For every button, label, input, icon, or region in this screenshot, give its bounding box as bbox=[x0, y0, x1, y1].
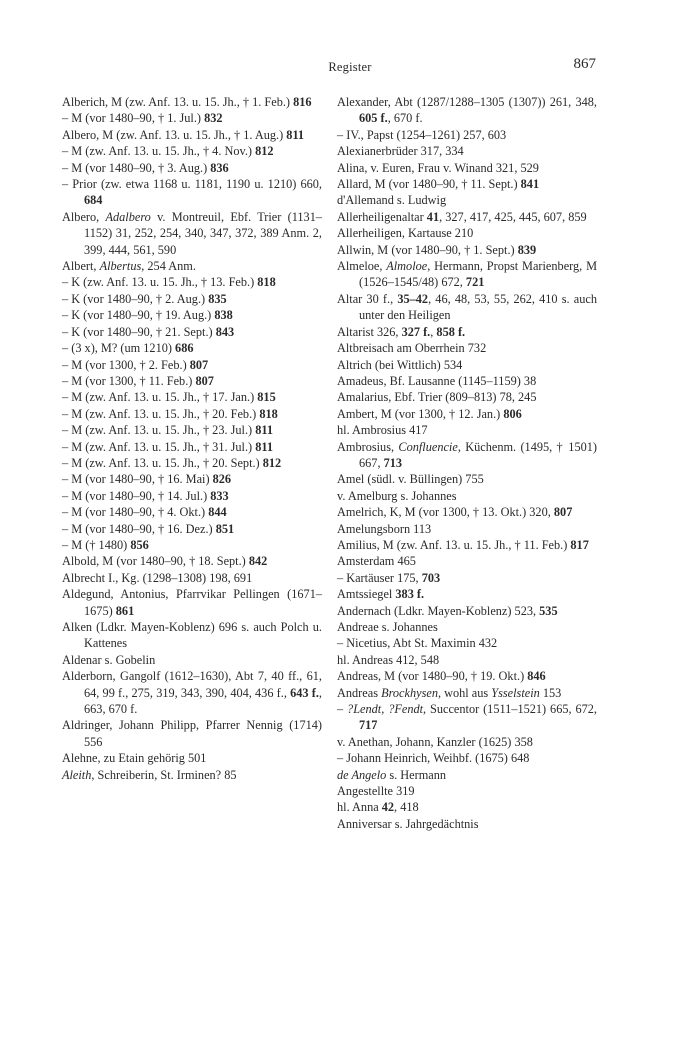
index-entry: – K (zw. Anf. 13. u. 15. Jh., † 13. Feb.) 818 bbox=[62, 275, 276, 290]
index-entry: Alexander, Abt (1287/1288–1305 (1307)) 261, 348, 605 f., 670 f. bbox=[337, 95, 597, 126]
index-entry: – ?Lendt, ?Fendt, Succentor (1511–1521) 665, 672, 717 bbox=[337, 702, 597, 733]
index-entry: Allwin, M (vor 1480–90, † 1. Sept.) 839 bbox=[337, 242, 537, 257]
index-entry: – Kartäuser 175, 703 bbox=[337, 570, 441, 585]
index-entry: Amsterdam 465 bbox=[337, 554, 416, 569]
index-entry: Alina, v. Euren, Frau v. Winand 321, 529 bbox=[337, 160, 539, 175]
index-entry: – IV., Papst (1254–1261) 257, 603 bbox=[337, 127, 507, 142]
index-entry: Angestellte 319 bbox=[337, 784, 415, 799]
index-entry: Amalarius, Ebf. Trier (809–813) 78, 245 bbox=[337, 390, 537, 405]
index-entry: Amelungsborn 113 bbox=[337, 521, 432, 536]
index-entry: Amilius, M (zw. Anf. 13. u. 15. Jh., † 11. Feb.) 817 bbox=[337, 537, 589, 552]
index-entry: Amtssiegel 383 f. bbox=[337, 587, 425, 602]
index-entry: Ambert, M (vor 1300, † 12. Jan.) 806 bbox=[337, 406, 522, 421]
index-entry: Alken (Ldkr. Mayen-Koblenz) 696 s. auch Polch u. Kattenes bbox=[62, 620, 322, 651]
index-entry: Amadeus, Bf. Lausanne (1145–1159) 38 bbox=[337, 373, 537, 388]
page-number: 867 bbox=[573, 56, 596, 72]
index-entry: – (3 x), M? (um 1210) 686 bbox=[62, 341, 194, 356]
index-entry: Alehne, zu Etain gehörig 501 bbox=[62, 751, 207, 766]
index-entry: Alderborn, Gangolf (1612–1630), Abt 7, 40 ff., 61, 64, 99 f., 275, 319, 343, 390, 404, 436 f., 643 f., 663, 670 f. bbox=[62, 669, 322, 717]
index-entry: Alberich, M (zw. Anf. 13. u. 15. Jh., † 1. Feb.) 816 bbox=[62, 95, 312, 109]
index-entry: hl. Andreas 412, 548 bbox=[337, 652, 440, 667]
index-column-right bbox=[337, 94, 597, 832]
index-entry: Aldringer, Johann Philipp, Pfarrer Nennig (1714) 556 bbox=[62, 718, 322, 749]
index-entry: Almeloe, Almoloe, Hermann, Propst Marienberg, M (1526–1545/48) 672, 721 bbox=[337, 259, 597, 290]
index-entry: – M (zw. Anf. 13. u. 15. Jh., † 20. Feb.) 818 bbox=[62, 406, 278, 421]
index-entry: Alexianerbrüder 317, 334 bbox=[337, 144, 464, 159]
index-entry: Andernach (Ldkr. Mayen-Koblenz) 523, 535 bbox=[337, 603, 558, 618]
index-entry: Allerheiligen, Kartause 210 bbox=[337, 226, 474, 241]
index-entry: – M (vor 1480–90, † 4. Okt.) 844 bbox=[62, 505, 227, 520]
index-entry: – Nicetius, Abt St. Maximin 432 bbox=[337, 636, 498, 651]
index-entry: – M (vor 1480–90, † 16. Mai) 826 bbox=[62, 472, 232, 487]
index-entry: – K (vor 1480–90, † 2. Aug.) 835 bbox=[62, 291, 227, 306]
index-entry: – Johann Heinrich, Weihbf. (1675) 648 bbox=[337, 751, 530, 766]
index-entry: Albero, Adalbero v. Montreuil, Ebf. Trier (1131–1152) 31, 252, 254, 340, 347, 372, 389 Anm. 2, 399, 444, 561, 590 bbox=[62, 209, 322, 257]
index-entry: – M († 1480) 856 bbox=[62, 537, 149, 552]
index-entry: – Prior (zw. etwa 1168 u. 1181, 1190 u. 1210) 660, 684 bbox=[62, 177, 322, 208]
index-entry: Allard, M (vor 1480–90, † 11. Sept.) 841 bbox=[337, 177, 540, 192]
index-entry: v. Anethan, Johann, Kanzler (1625) 358 bbox=[337, 734, 533, 749]
running-header: Register bbox=[328, 60, 372, 74]
index-entry: hl. Anna 42, 418 bbox=[337, 800, 419, 815]
index-entry: Altrich (bei Wittlich) 534 bbox=[337, 357, 463, 372]
index-entry: Altarist 326, 327 f., 858 f. bbox=[337, 324, 466, 339]
index-entry: Andreae s. Johannes bbox=[337, 620, 438, 634]
index-entry: – M (zw. Anf. 13. u. 15. Jh., † 20. Sept.) 812 bbox=[62, 455, 282, 470]
index-entry: Albold, M (vor 1480–90, † 18. Sept.) 842 bbox=[62, 554, 268, 569]
index-entry: – M (vor 1480–90, † 3. Aug.) 836 bbox=[62, 160, 229, 175]
index-entry: Allerheiligenaltar 41, 327, 417, 425, 445, 607, 859 bbox=[337, 209, 587, 224]
index-entry: Albrecht I., Kg. (1298–1308) 198, 691 bbox=[62, 570, 253, 585]
index-entry: Altar 30 f., 35–42, 46, 48, 53, 55, 262, 410 s. auch unter den Heiligen bbox=[337, 291, 597, 323]
index-entry: d'Allemand s. Ludwig bbox=[337, 193, 447, 208]
index-entry: – M (vor 1480–90, † 14. Jul.) 833 bbox=[62, 488, 229, 503]
index-entry: – K (vor 1480–90, † 21. Sept.) 843 bbox=[62, 324, 235, 339]
index-entry: Aldenar s. Gobelin bbox=[62, 652, 156, 667]
index-entry: – M (vor 1480–90, † 1. Jul.) 832 bbox=[62, 111, 223, 126]
index-entry: – K (vor 1480–90, † 19. Aug.) 838 bbox=[62, 308, 233, 323]
index-entry: Aldegund, Antonius, Pfarrvikar Pellingen (1671–1675) 861 bbox=[62, 587, 322, 618]
index-entry: – M (zw. Anf. 13. u. 15. Jh., † 4. Nov.) 812 bbox=[62, 144, 274, 159]
index-entry: Andreas Brockhysen, wohl aus Ysselstein 153 bbox=[337, 685, 562, 700]
index-entry: – M (vor 1300, † 11. Feb.) 807 bbox=[62, 373, 214, 388]
index-entry: Albert, Albertus, 254 Anm. bbox=[62, 259, 196, 274]
index-entry: – M (zw. Anf. 13. u. 15. Jh., † 23. Jul.) 811 bbox=[62, 423, 273, 438]
index-column-left bbox=[62, 94, 322, 783]
index-entry: Amelrich, K, M (vor 1300, † 13. Okt.) 320, 807 bbox=[337, 505, 573, 520]
index-entry: Amel (südl. v. Büllingen) 755 bbox=[337, 472, 484, 487]
index-entry: – M (zw. Anf. 13. u. 15. Jh., † 31. Jul.) 811 bbox=[62, 439, 273, 454]
index-entry: Andreas, M (vor 1480–90, † 19. Okt.) 846 bbox=[337, 669, 546, 684]
index-entry: Albero, M (zw. Anf. 13. u. 15. Jh., † 1. Aug.) 811 bbox=[62, 127, 305, 142]
index-entry: Aleith, Schreiberin, St. Irminen? 85 bbox=[62, 767, 237, 782]
index-entry: Altbreisach am Oberrhein 732 bbox=[337, 341, 487, 356]
index-entry: Ambrosius, Confluencie, Küchenm. (1495, † 1501) 667, 713 bbox=[337, 439, 597, 470]
index-entry: hl. Ambrosius 417 bbox=[337, 423, 428, 438]
index-entry: – M (vor 1300, † 2. Feb.) 807 bbox=[62, 357, 209, 372]
index-entry: de Angelo s. Hermann bbox=[337, 767, 447, 782]
index-entry: – M (vor 1480–90, † 16. Dez.) 851 bbox=[62, 521, 235, 536]
index-entry: v. Amelburg s. Johannes bbox=[337, 488, 457, 503]
index-entry: Anniversar s. Jahrgedächtnis bbox=[337, 816, 479, 831]
index-entry: – M (zw. Anf. 13. u. 15. Jh., † 17. Jan.) 815 bbox=[62, 390, 276, 405]
